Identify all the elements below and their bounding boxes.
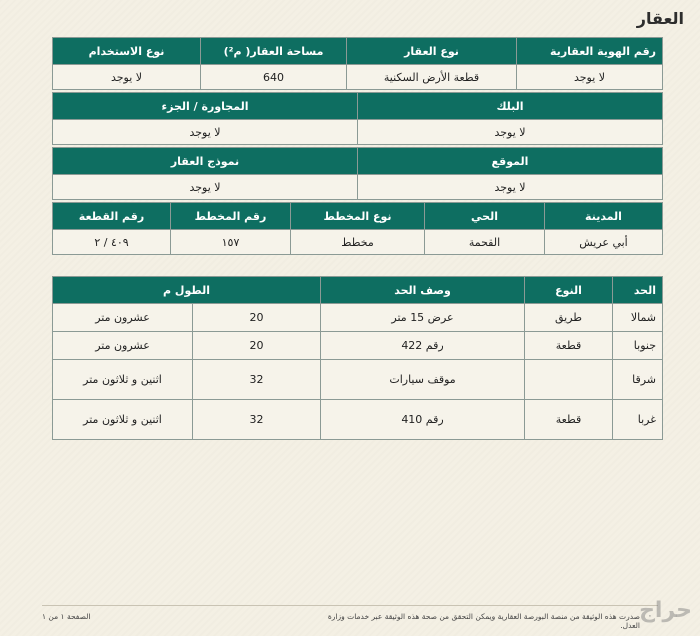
value-property-area: 640	[201, 65, 347, 90]
header-block: البلك	[358, 93, 663, 120]
border-length-text: عشرون متر	[53, 304, 193, 332]
table-row	[53, 400, 663, 440]
border-type	[525, 360, 613, 400]
value-district: القحمة	[425, 230, 545, 255]
header-property-area: مساحة العقار( م²)	[201, 38, 347, 65]
value-block: لا يوجد	[358, 120, 663, 145]
border-length: 32	[193, 400, 321, 440]
header-plan-number: رقم المخطط	[171, 203, 291, 230]
header-location: الموقع	[358, 148, 663, 175]
border-type: طريق	[525, 304, 613, 332]
header-property-id: رقم الهوية العقارية	[517, 38, 663, 65]
block-table	[52, 92, 663, 145]
value-city: أبي عريش	[545, 230, 663, 255]
border-side: غربا	[613, 400, 663, 440]
value-plan-number: ١٥٧	[171, 230, 291, 255]
border-description: عرض 15 متر	[321, 304, 525, 332]
border-side: جنوبا	[613, 332, 663, 360]
value-property-model: لا يوجد	[53, 175, 358, 200]
table-row	[53, 332, 663, 360]
value-neighborhood-part: لا يوجد	[53, 120, 358, 145]
border-length-text: اثنين و ثلاثون متر	[53, 360, 193, 400]
header-border-length: الطول م	[53, 277, 321, 304]
value-property-type: قطعة الأرض السكنية	[347, 65, 517, 90]
border-length-text: عشرون متر	[53, 332, 193, 360]
border-type: قطعة	[525, 400, 613, 440]
footer-divider	[42, 605, 658, 606]
header-property-model: نموذج العقار	[53, 148, 358, 175]
page-number: الصفحة ١ من ١	[42, 612, 91, 621]
border-side: شمالا	[613, 304, 663, 332]
border-length: 20	[193, 304, 321, 332]
header-district: الحي	[425, 203, 545, 230]
city-plan-table	[52, 202, 663, 255]
border-description: رقم 422	[321, 332, 525, 360]
value-location: لا يوجد	[358, 175, 663, 200]
border-description: موقف سيارات	[321, 360, 525, 400]
value-parcel-number: ٤٠٩ / ٢	[53, 230, 171, 255]
header-parcel-number: رقم القطعة	[53, 203, 171, 230]
header-border-description: وصف الحد	[321, 277, 525, 304]
header-plan-type: نوع المخطط	[291, 203, 425, 230]
footer-note: صدرت هذه الوثيقة من منصة البورصة العقارية ويمكن التحقق من صحة هذه الوثيقة عبر خدمات وزارة العدل.	[327, 612, 640, 630]
value-plan-type: مخطط	[291, 230, 425, 255]
border-length: 32	[193, 360, 321, 400]
border-length: 20	[193, 332, 321, 360]
header-neighborhood-part: المجاورة / الجزء	[53, 93, 358, 120]
table-row	[53, 360, 663, 400]
header-property-type: نوع العقار	[347, 38, 517, 65]
border-length-text: اثنين و ثلاثون متر	[53, 400, 193, 440]
section-title: العقار	[636, 9, 684, 28]
borders-table	[52, 276, 663, 440]
border-type: قطعة	[525, 332, 613, 360]
value-usage-type: لا يوجد	[53, 65, 201, 90]
location-table	[52, 147, 663, 200]
header-border-type: النوع	[525, 277, 613, 304]
border-description: رقم 410	[321, 400, 525, 440]
header-usage-type: نوع الاستخدام	[53, 38, 201, 65]
value-property-id: لا يوجد	[517, 65, 663, 90]
header-city: المدينة	[545, 203, 663, 230]
header-border-side: الحد	[613, 277, 663, 304]
watermark-logo: حراج	[639, 598, 692, 623]
table-row	[53, 304, 663, 332]
property-info-table	[52, 37, 663, 90]
border-side: شرقا	[613, 360, 663, 400]
